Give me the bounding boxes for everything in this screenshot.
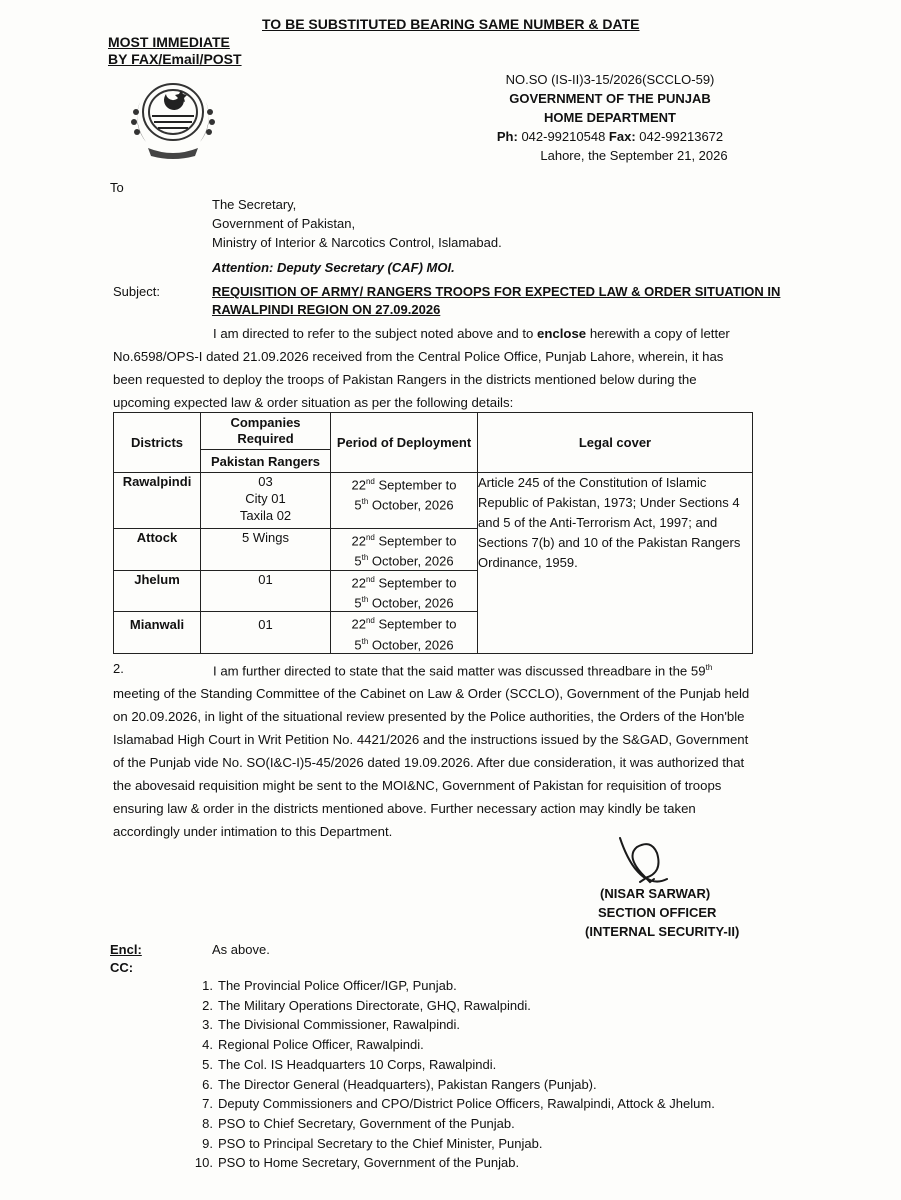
to-label: To (110, 180, 124, 195)
subject-line-1: REQUISITION OF ARMY/ RANGERS TROOPS FOR EXPECTED LAW & ORDER SITUATION IN (212, 284, 781, 299)
contact-line: Ph: 042-99210548 Fax: 042-99213672 (496, 129, 724, 144)
table-row: Rawalpindi 03 City 01 Taxila 02 22nd September to 5th October, 2026 Article 245 of the Constitution of Islamic Republic of Pakistan, 1973; Under Sections 4 and 5 of the Anti-Terrorism Act, 1997; and Sections 7(b) and 10 of the Pakistan Rangers Ordinance, 1959. (114, 473, 753, 529)
district-cell: Attock (114, 529, 201, 571)
priority-label: MOST IMMEDIATE (108, 34, 230, 50)
table-row: Mianwali 01 22nd September to 5th October, 2026 (114, 612, 753, 654)
table-header-row (114, 413, 753, 450)
list-item: 9. PSO to Principal Secretary to the Chief Minister, Punjab. (202, 1135, 543, 1151)
reference-number: NO.SO (IS-II)3-15/2026(SCCLO-59) (505, 72, 715, 87)
paragraph-2-number: 2. (113, 661, 124, 676)
paragraph-1: I am directed to refer to the subject noted above and to enclose herewith a copy of letter No.6598/OPS-I dated 21.09.2026 received from the Central Police Office, Punjab Lahore, wherein, it has been requested to deploy the troops of Pakistan Rangers in the districts mentioned below during the upcoming expected law & order situation as per the following details: (113, 326, 730, 410)
deployment-table (113, 412, 753, 654)
list-item: 10. PSO to Home Secretary, Government of the Punjab. (194, 1155, 520, 1171)
punjab-government-emblem-icon (118, 72, 228, 162)
list-item: 1. The Provincial Police Officer/IGP, Punjab. (202, 978, 457, 993)
subject-line-2: RAWALPINDI REGION ON 27.09.2026 (212, 302, 441, 317)
addressee-line-2: Government of Pakistan, (212, 216, 356, 231)
subject-label: Subject: (113, 284, 160, 299)
list-item: 8. PSO to Chief Secretary, Government of the Punjab. (202, 1115, 515, 1131)
list-item: 3. The Divisional Commissioner, Rawalpindi. (202, 1017, 461, 1033)
header-rangers: Pakistan Rangers (201, 450, 331, 473)
list-item: 4. Regional Police Officer, Rawalpindi. (202, 1037, 424, 1053)
header-period: Period of Deployment (331, 413, 478, 473)
delivery-label: BY FAX/Email/POST (108, 51, 242, 67)
department-name: HOME DEPARTMENT (544, 110, 676, 125)
attention-line: Attention: Deputy Secretary (CAF) MOI. (212, 260, 455, 275)
substitute-note: TO BE SUBSTITUTED BEARING SAME NUMBER & DATE (262, 16, 640, 32)
signatory-unit: (INTERNAL SECURITY-II) (585, 924, 740, 939)
phone-number: 042-99210548 (521, 129, 606, 144)
district-cell: Mianwali (114, 612, 201, 654)
signatory-name: (NISAR SARWAR) (600, 886, 711, 901)
enclosure-label: Encl: (110, 942, 142, 957)
table-row: Attock 5 Wings 22nd September to 5th October, 2026 (114, 529, 753, 571)
cc-label: CC: (110, 960, 134, 975)
enclosure-value: As above. (212, 942, 270, 957)
table-row: Jhelum 01 22nd September to 5th October, 2026 (114, 570, 753, 612)
list-item: 5. The Col. IS Headquarters 10 Corps, Rawalpindi. (202, 1056, 497, 1072)
cc-list (185, 976, 715, 1173)
district-cell: Jhelum (114, 570, 201, 612)
list-item: 7. Deputy Commissioners and CPO/District Police Officers, Rawalpindi, Attock & Jhelum. (202, 1096, 715, 1112)
addressee-line-1: The Secretary, (212, 197, 297, 212)
district-cell: Rawalpindi (114, 473, 201, 529)
header-districts: Districts (114, 413, 201, 473)
header-companies: Companies Required (201, 413, 331, 450)
letterhead-block (480, 70, 740, 165)
government-name: GOVERNMENT OF THE PUNJAB (509, 91, 711, 106)
header-legal: Legal cover (478, 413, 753, 473)
signature-scribble-icon (600, 830, 690, 890)
list-item: 6. The Director General (Headquarters), Pakistan Rangers (Punjab). (202, 1076, 597, 1092)
legal-cover-cell: Article 245 of the Constitution of Islamic Republic of Pakistan, 1973; Under Sections 4 and 5 of the Anti-Terrorism Act, 1997; and Sections 7(b) and 10 of the Pakistan Rangers Ordinance, 1959. (478, 473, 753, 654)
place-date: Lahore, the September 21, 2026 (540, 148, 728, 163)
paragraph-2: I am further directed to state that the said matter was discussed threadbare in the 59th meeting of the Standing Committee of the Cabinet on Law & Order (SCCLO), Government of the Punjab held on 20.09.2026, in light of the situational review presented by the Police authorities, the Orders of the Hon'ble Islamabad High Court in Writ Petition No. 4421/2026 and the instructions issued by the S&GAD, Government of the Punjab vide No. SO(I&C-I)5-45/2026 dated 19.09.2026. After due consideration, it was authorized that the abovesaid requisition might be sent to the MOI&NC, Government of Pakistan for requisition of troops ensuring law & order in the districts mentioned above. Further necessary action may kindly be taken accordingly under intimation to this Department. (113, 663, 750, 840)
addressee-line-3: Ministry of Interior & Narcotics Control, Islamabad. (212, 235, 502, 250)
list-item: 2. The Military Operations Directorate, GHQ, Rawalpindi. (202, 997, 531, 1013)
fax-number: 042-99213672 (639, 129, 724, 144)
signatory-title: SECTION OFFICER (598, 905, 717, 920)
